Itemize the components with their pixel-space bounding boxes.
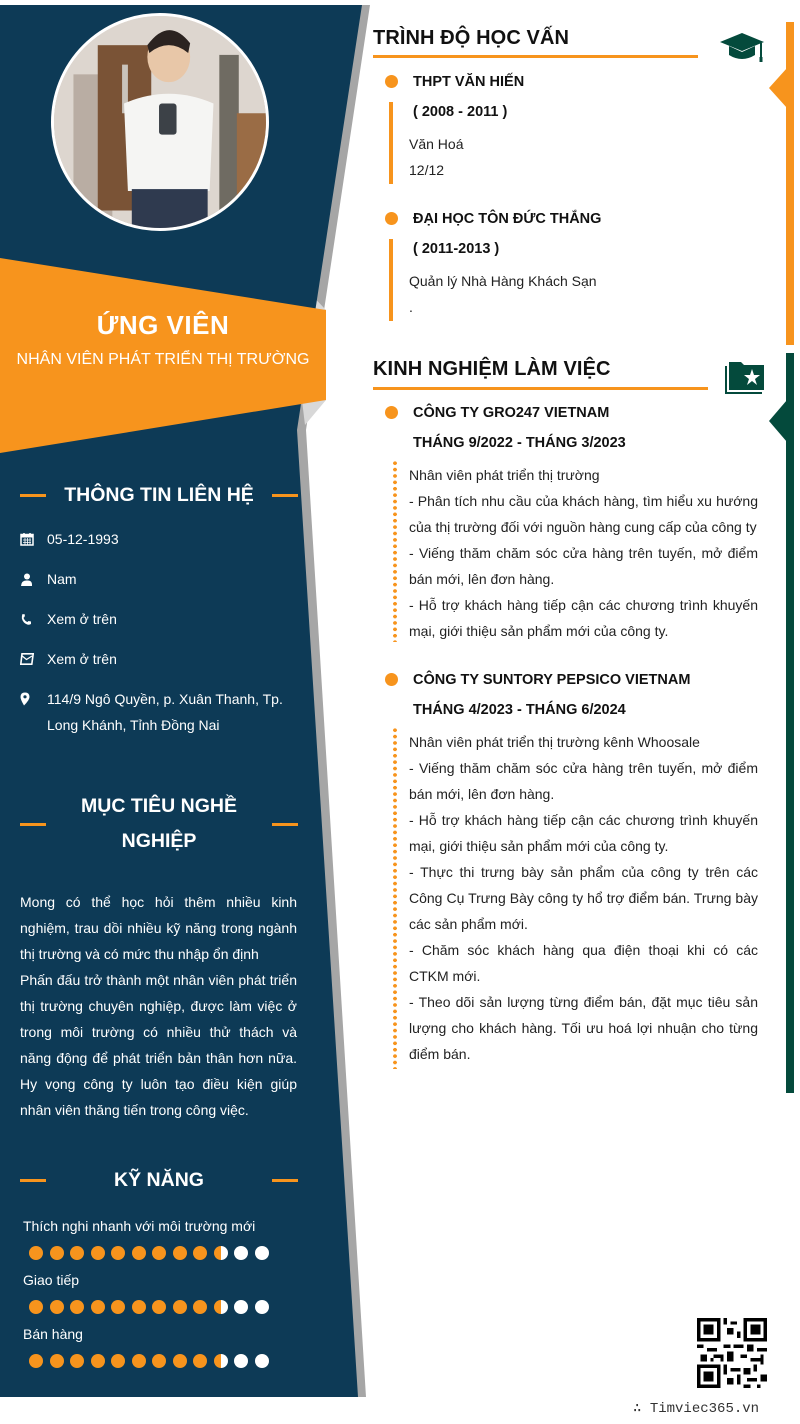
skill-item: Bán hàng: [23, 1321, 293, 1375]
work-period: THÁNG 4/2023 - THÁNG 6/2024: [413, 702, 626, 718]
heading-dash: [272, 494, 298, 497]
heading-dash: [20, 823, 46, 826]
calendar-icon: [20, 526, 47, 552]
rating-dot: [70, 1300, 84, 1314]
rating-dot: [234, 1300, 248, 1314]
bullet-dot: [385, 212, 398, 225]
school-period: ( 2011-2013 ): [413, 241, 500, 257]
rating-dot: [234, 1246, 248, 1260]
user-icon: [20, 566, 47, 592]
rating-dot: [50, 1246, 64, 1260]
rating-dot: [193, 1300, 207, 1314]
rating-dot: [234, 1354, 248, 1368]
skill-rating: [23, 1293, 293, 1321]
rating-dot: [173, 1354, 187, 1368]
candidate-name: ỨNG VIÊN: [96, 310, 230, 340]
rating-dot: [91, 1246, 105, 1260]
rating-dot: [173, 1246, 187, 1260]
heading-dash: [20, 1179, 46, 1182]
heading-dash: [20, 494, 46, 497]
company-name: CÔNG TY SUNTORY PEPSICO VIETNAM: [413, 672, 691, 688]
education-heading: TRÌNH ĐỘ HỌC VẤN: [373, 27, 570, 49]
heading-dash: [272, 823, 298, 826]
rating-dot: [29, 1300, 43, 1314]
person-photo-icon: [54, 16, 266, 228]
skills-list: [23, 1213, 293, 1375]
rating-dot: [132, 1354, 146, 1368]
contact-phone: Xem ở trên: [20, 606, 290, 632]
work-period: THÁNG 9/2022 - THÁNG 3/2023: [413, 435, 626, 451]
rating-dot: [70, 1246, 84, 1260]
skill-item: Giao tiếp: [23, 1267, 293, 1321]
contact-address: 114/9 Ngô Quyền, p. Xuân Thanh, Tp. Long Khánh, Tỉnh Đồng Nai: [20, 686, 290, 738]
objective-paragraph: Phấn đấu trở thành một nhân viên phát triển thị trường chuyên nghiệp, được làm việc ở trong môi trường có nhiều thử thách và năng động để phát triển bản thân hơn nữa. Hy vọng công ty luôn tạo điều kiện giúp nhân viên thăng tiến trong công việc.: [20, 972, 297, 1118]
job-description: Nhân viên phát triển thị trường - Phân tích nhu cầu của khách hàng, tìm hiểu xu hướng của thị trường đối với nguồn hàng cung cấp của công ty - Viếng thăm chăm sóc cửa hàng trên tuyến, mở điểm bán mới, lên đơn hàng. - Hỗ trợ khách hàng tiếp cận các chương trình khuyến mại, giới thiệu sản phẩm mới của công ty.: [409, 467, 758, 639]
candidate-header: [0, 305, 326, 373]
contact-gender: Nam: [20, 566, 290, 592]
school-name: ĐẠI HỌC TÔN ĐỨC THẮNG: [413, 211, 602, 227]
rating-dot: [91, 1354, 105, 1368]
experience-side-arrow: [769, 400, 789, 442]
heading-dash: [272, 1179, 298, 1182]
rating-dot: [29, 1246, 43, 1260]
skills-heading: [20, 1163, 298, 1198]
education-item: [385, 71, 745, 183]
rating-dot: [193, 1246, 207, 1260]
education-description: Văn Hoá 12/12: [409, 136, 464, 178]
candidate-job-title: NHÂN VIÊN PHÁT TRIỂN THỊ TRƯỜNG: [16, 351, 310, 368]
brand-watermark: ∴ Timviec365.vn: [633, 1401, 760, 1417]
bullet-dot: [385, 673, 398, 686]
experience-side-bar: [786, 353, 794, 1093]
education-item: [385, 208, 745, 320]
school-name: THPT VĂN HIẾN: [413, 74, 525, 90]
experience-item: [385, 669, 758, 1067]
map-marker-icon: [20, 686, 47, 712]
company-name: CÔNG TY GRO247 VIETNAM: [413, 405, 610, 421]
skill-item: Thích nghi nhanh với môi trường mới: [23, 1213, 293, 1267]
objective-paragraph: Mong có thể học hỏi thêm nhiều kinh nghiệm, trau dồi nhiều kỹ năng trong ngành thị trường và có mức thu nhập ổn định: [20, 894, 297, 962]
timeline-bar: [389, 239, 393, 321]
rating-dot: [255, 1354, 269, 1368]
school-period: ( 2008 - 2011 ): [413, 104, 508, 120]
rating-dot: [152, 1300, 166, 1314]
rating-dot: [214, 1300, 228, 1314]
skills-heading-text: KỸ NĂNG: [114, 1169, 204, 1191]
bullet-dot: [385, 406, 398, 419]
career-objective: [20, 889, 297, 1123]
email-icon: [20, 646, 47, 672]
objective-heading-text: MỤC TIÊU NGHỀ NGHIỆP: [81, 795, 237, 852]
contact-email: Xem ở trên: [20, 646, 290, 672]
skill-rating: [23, 1347, 293, 1375]
rating-dot: [111, 1354, 125, 1368]
bullet-dot: [385, 75, 398, 88]
graduation-cap-icon: [720, 33, 764, 63]
experience-item: [385, 402, 758, 644]
rating-dot: [152, 1246, 166, 1260]
qr-code-icon: [697, 1318, 767, 1388]
rating-dot: [132, 1246, 146, 1260]
rating-dot: [111, 1246, 125, 1260]
job-description: Nhân viên phát triển thị trường kênh Whoosale - Viếng thăm chăm sóc cửa hàng trên tuyến, mở điểm bán mới, lên đơn hàng. - Hỗ trợ khách hàng tiếp cận các chương trình khuyến mại, giới thiệu sản phẩm mới của công ty. - Thực thi trưng bày sản phẩm của công ty trên các Công Cụ Trưng Bày công ty hổ trợ điểm bán. Trưng bày các sản phẩm mới. - Chăm sóc khách hàng qua điện thoại khi có các CTKM mới. - Theo dõi sản lượng từng điểm bán, đặt mục tiêu sản lượng cho khách hàng. Tối ưu hoá lợi nhuận cho từng điểm bán.: [409, 734, 758, 1062]
contact-list: [20, 526, 290, 752]
rating-dot: [132, 1300, 146, 1314]
rating-dot: [91, 1300, 105, 1314]
rating-dot: [152, 1354, 166, 1368]
folder-star-icon: [725, 360, 765, 394]
education-heading-underline: [373, 55, 698, 58]
rating-dot: [29, 1354, 43, 1368]
rating-dot: [255, 1300, 269, 1314]
rating-dot: [214, 1246, 228, 1260]
education-description: Quản lý Nhà Hàng Khách Sạn .: [409, 273, 597, 315]
experience-heading: KINH NGHIỆM LÀM VIỆC: [373, 358, 611, 380]
contact-heading-text: THÔNG TIN LIÊN HỆ: [64, 484, 254, 506]
timeline-bar: [389, 102, 393, 184]
dotted-timeline: [393, 460, 397, 642]
rating-dot: [50, 1300, 64, 1314]
experience-heading-underline: [373, 387, 708, 390]
skill-rating: [23, 1239, 293, 1267]
candidate-photo: [51, 13, 269, 231]
phone-icon: [20, 606, 47, 632]
rating-dot: [255, 1246, 269, 1260]
education-side-arrow: [769, 68, 789, 108]
rating-dot: [173, 1300, 187, 1314]
objective-heading: [20, 789, 298, 859]
contact-birthdate: 05-12-1993: [20, 526, 290, 552]
rating-dot: [70, 1354, 84, 1368]
rating-dot: [193, 1354, 207, 1368]
rating-dot: [214, 1354, 228, 1368]
dotted-timeline: [393, 727, 397, 1069]
contact-heading: [20, 478, 298, 513]
rating-dot: [50, 1354, 64, 1368]
rating-dot: [111, 1300, 125, 1314]
